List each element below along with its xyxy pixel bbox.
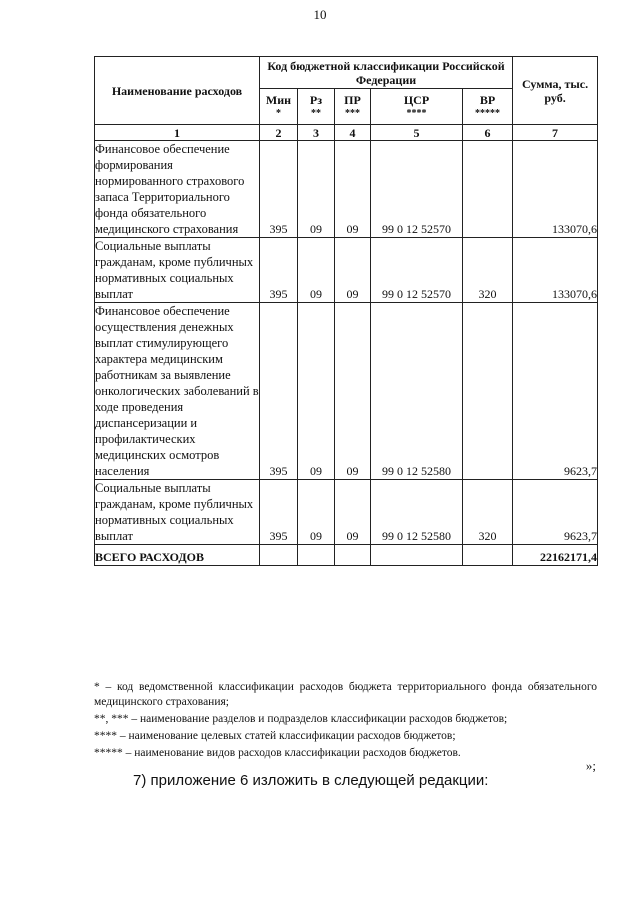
total-row [95, 545, 598, 566]
column-number: 6 [463, 125, 513, 141]
column-number: 2 [260, 125, 298, 141]
row-rz: 09 [298, 238, 335, 303]
header-pr: ПР *** [335, 89, 371, 125]
row-pr: 09 [335, 238, 371, 303]
table-row [95, 238, 598, 303]
footnote: ***** – наименование видов расходов классификации расходов бюджетов. [94, 747, 461, 759]
row-sum: 9623,7 [513, 480, 598, 545]
page-number: 10 [313, 7, 327, 22]
column-number: 4 [335, 125, 371, 141]
amendment-instruction: 7) приложение 6 изложить в следующей редакции: [133, 772, 489, 789]
column-number: 1 [95, 125, 260, 141]
row-name: Социальные выплаты гражданам, кроме публичных нормативных социальных выплат [95, 238, 260, 303]
header-sum: Сумма, тыс. руб. [513, 57, 598, 125]
header-csr: ЦСР **** [371, 89, 463, 125]
row-csr: 99 0 12 52570 [371, 141, 463, 238]
table-row [95, 141, 598, 238]
budget-table [94, 56, 598, 566]
row-rz: 09 [298, 303, 335, 480]
row-vr [463, 303, 513, 480]
row-pr: 09 [335, 480, 371, 545]
footnote: **** – наименование целевых статей классификации расходов бюджетов; [94, 730, 456, 742]
header-rz: Рз ** [298, 89, 335, 125]
row-csr: 99 0 12 52580 [371, 480, 463, 545]
row-min: 395 [260, 141, 298, 238]
row-min: 395 [260, 238, 298, 303]
row-min: 395 [260, 303, 298, 480]
row-sum: 9623,7 [513, 303, 598, 480]
footnote: **, *** – наименование разделов и подразделов классификации расходов бюджетов; [94, 713, 508, 725]
column-number: 7 [513, 125, 598, 141]
row-rz: 09 [298, 480, 335, 545]
column-number: 5 [371, 125, 463, 141]
header-name: Наименование расходов [95, 57, 260, 125]
row-pr: 09 [335, 303, 371, 480]
row-vr: 320 [463, 480, 513, 545]
row-vr [463, 141, 513, 238]
row-rz: 09 [298, 141, 335, 238]
header-min: Мин * [260, 89, 298, 125]
row-csr: 99 0 12 52570 [371, 238, 463, 303]
row-pr: 09 [335, 141, 371, 238]
column-number: 3 [298, 125, 335, 141]
row-min: 395 [260, 480, 298, 545]
table-row [95, 303, 598, 480]
header-vr: ВР ***** [463, 89, 513, 125]
row-name: Финансовое обеспечение осуществления денежных выплат стимулирующего характера медицинским работникам за выявление онкологических заболеваний в ходе проведения диспансеризации и профилактических медицинских осмотров населения [95, 304, 259, 478]
row-vr: 320 [463, 238, 513, 303]
table-row [95, 480, 598, 545]
row-name: Социальные выплаты гражданам, кроме публичных нормативных социальных выплат [95, 480, 260, 545]
footnote: * – код ведомственной классификации расходов бюджета территориального фонда обязательного медицинского страхования; [94, 681, 597, 708]
row-sum: 133070,6 [513, 141, 598, 238]
closing-quote: »; [585, 758, 596, 773]
row-csr: 99 0 12 52580 [371, 303, 463, 480]
header-code-group: Код бюджетной классификации Российской Федерации [260, 57, 513, 89]
footnotes [94, 680, 597, 763]
total-sum: 22162171,4 [513, 545, 598, 566]
row-name: Финансовое обеспечение формирования нормированного страхового запаса Территориального фонда обязательного медицинского страхования [95, 141, 260, 238]
total-label: ВСЕГО РАСХОДОВ [95, 545, 260, 566]
row-sum: 133070,6 [513, 238, 598, 303]
